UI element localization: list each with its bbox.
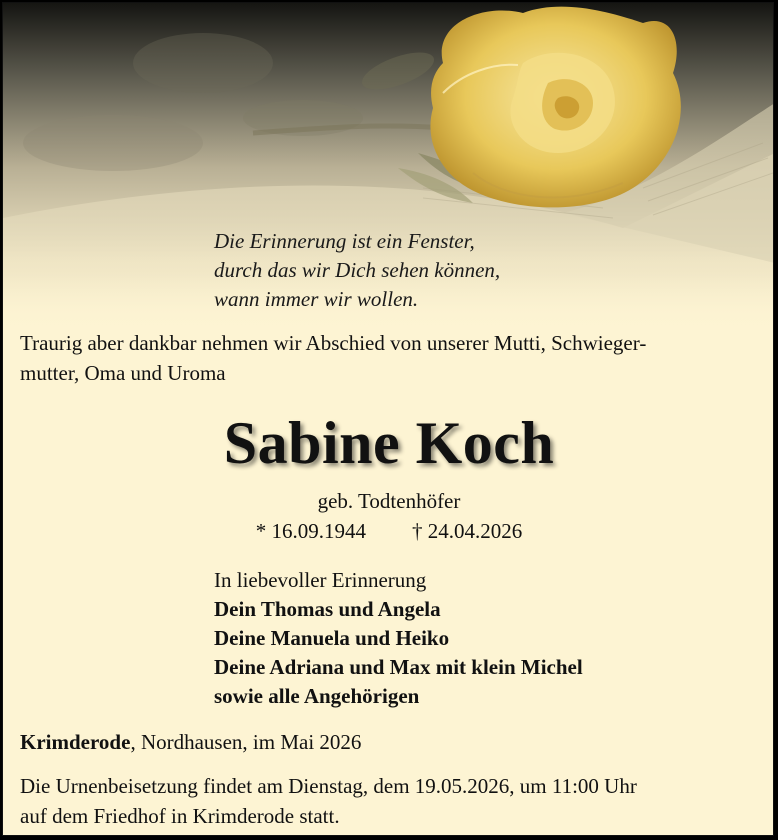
remembrance-line: In liebevoller Erinnerung [214,568,427,592]
memorial-poem [214,227,500,314]
family-signatures [214,566,583,711]
intro-line: mutter, Oma und Uroma [20,361,226,385]
burial-line: auf dem Friedhof in Krimderode statt. [20,804,340,828]
deceased-name: Sabine Koch [223,410,555,476]
death-date: † 24.04.2026 [412,519,523,543]
farewell-intro [20,328,760,388]
place-and-date [20,727,361,757]
intro-line: Traurig aber dankbar nehmen wir Abschied von unserer Mutti, Schwieger- [20,331,647,355]
family-member-line: sowie alle Angehörigen [214,684,420,708]
maiden-name: geb. Todtenhöfer [317,489,461,513]
burial-notice [20,771,637,831]
life-dates [3,517,774,545]
poem-line: Die Erinnerung ist ein Fenster, [214,229,475,253]
family-member-line: Dein Thomas und Angela [214,597,441,621]
poem-line: durch das wir Dich sehen können, [214,258,501,282]
town-name: Krimderode [20,730,131,754]
obituary-card [2,2,774,836]
family-member-line: Deine Adriana und Max mit klein Michel [214,655,583,679]
place-date-text: , Nordhausen, im Mai 2026 [130,730,362,754]
family-member-line: Deine Manuela und Heiko [214,626,450,650]
burial-line: Die Urnenbeisetzung findet am Dienstag, dem 19.05.2026, um 11:00 Uhr [20,774,637,798]
poem-line: wann immer wir wollen. [214,287,419,311]
birth-date: * 16.09.1944 [255,519,366,543]
